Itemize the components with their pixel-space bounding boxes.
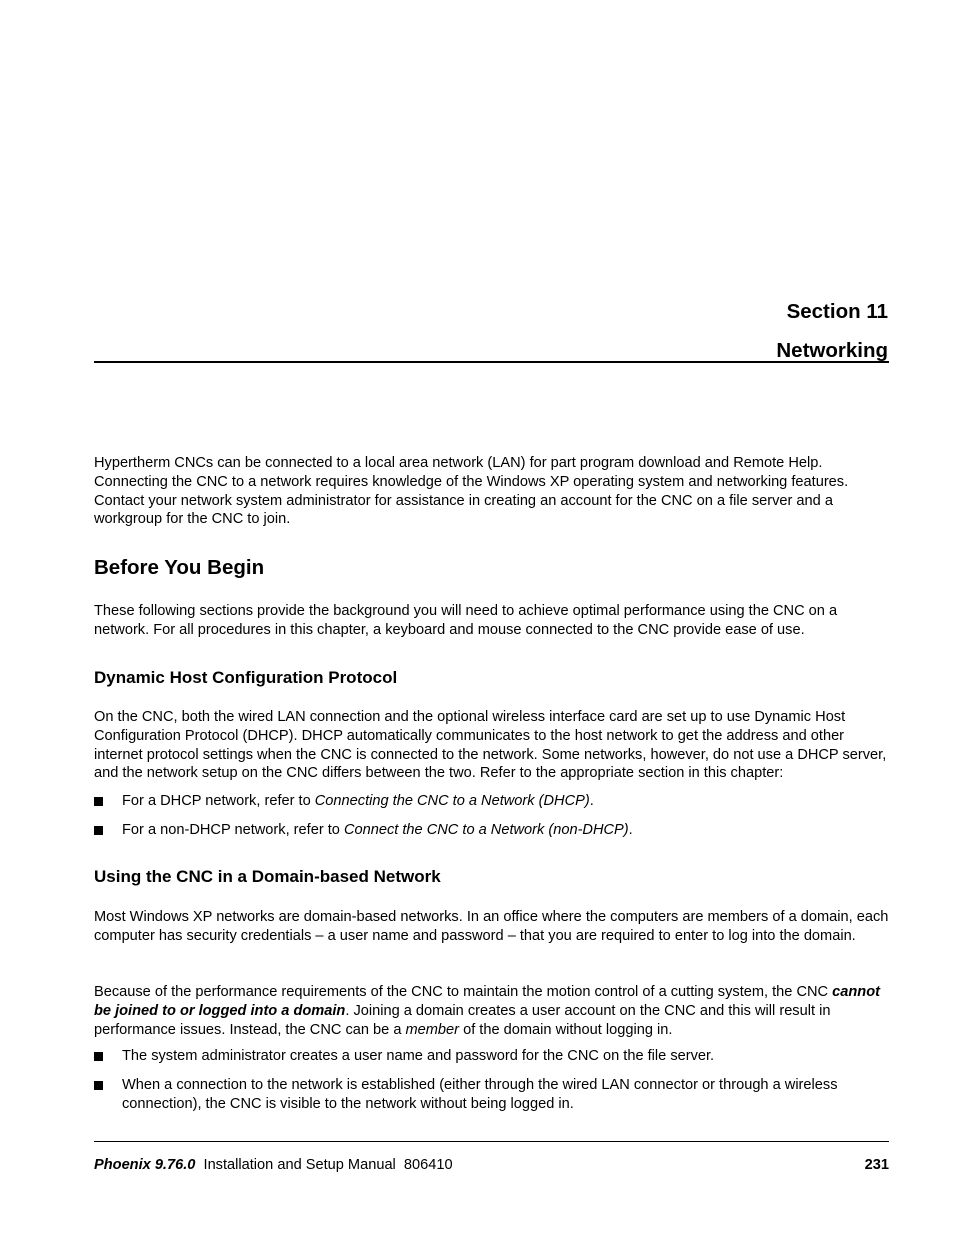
- header-divider: [94, 361, 889, 363]
- cross-reference-link[interactable]: Connect the CNC to a Network (non-DHCP): [343, 822, 629, 838]
- footer-product: Phoenix 9.76.0: [94, 1157, 196, 1173]
- emphasis-text: cannot be joined to or logged into a domain: [94, 984, 880, 1019]
- heading-before-you-begin: Before You Begin: [94, 556, 265, 579]
- domain-bullet-2: When a connection to the network is established (either through the wired LAN connector or through a wireless connection), the CNC is visible to the network without being logged in.: [94, 1076, 889, 1114]
- domain-paragraph-1: Most Windows XP networks are domain-based networks. In an office where the computers are members of a domain, each computer has security credentials – a user name and password – that you are required to enter to log into the domain.: [94, 909, 889, 944]
- dhcp-bullet-1: For a DHCP network, refer to Connecting the CNC to a Network (DHCP).: [94, 792, 889, 811]
- bullet-square-icon: [94, 1081, 103, 1090]
- before-you-begin-paragraph: These following sections provide the background you will need to achieve optimal performance using the CNC on a network. For all procedures in this chapter, a keyboard and mouse connected to the CNC provide ease of use.: [94, 603, 838, 638]
- page-footer: [94, 1156, 889, 1174]
- domain-paragraph-2: Because of the performance requirements of the CNC to maintain the motion control of a cutting system, the CNC cannot be joined to or logged into a domain. Joining a domain creates a user account on the CNC and this will result in performance issues. Instead, the CNC can be a member of the domain without logging in.: [94, 984, 880, 1038]
- section-label: Section 11: [786, 300, 888, 323]
- footer-divider: [94, 1141, 889, 1142]
- intro-paragraph: Hypertherm CNCs can be connected to a local area network (LAN) for part program download and Remote Help. Connecting the CNC to a network requires knowledge of the Windows XP operating system and networking features. Contact your network system administrator for assistance in creating an account for the CNC on a file server and a workgroup for the CNC to join.: [94, 455, 849, 528]
- bullet-square-icon: [94, 797, 103, 806]
- section-name: Networking: [776, 339, 888, 362]
- bullet-square-icon: [94, 826, 103, 835]
- page-number: 231: [864, 1157, 889, 1173]
- heading-dhcp: Dynamic Host Configuration Protocol: [94, 668, 398, 687]
- heading-domain-network: Using the CNC in a Domain-based Network: [94, 867, 441, 886]
- domain-bullet-1: The system administrator creates a user name and password for the CNC on the file server.: [94, 1047, 889, 1066]
- section-header: [776, 292, 888, 370]
- dhcp-paragraph: On the CNC, both the wired LAN connection and the optional wireless interface card are set up to use Dynamic Host Configuration Protocol (DHCP). DHCP automatically communicates to the host network to get the address and other internet protocol settings when the CNC is connected to the network. Some networks, however, do not use a DHCP server, and the network setup on the CNC differs between the two. Refer to the appropriate section in this chapter:: [94, 709, 887, 782]
- bullet-square-icon: [94, 1052, 103, 1061]
- footer-manual-title: Installation and Setup Manual: [203, 1157, 396, 1173]
- dhcp-bullet-2: For a non-DHCP network, refer to Connect the CNC to a Network (non-DHCP).: [94, 821, 889, 840]
- footer-part-number: 806410: [403, 1157, 453, 1173]
- cross-reference-link[interactable]: Connecting the CNC to a Network (DHCP): [314, 793, 590, 809]
